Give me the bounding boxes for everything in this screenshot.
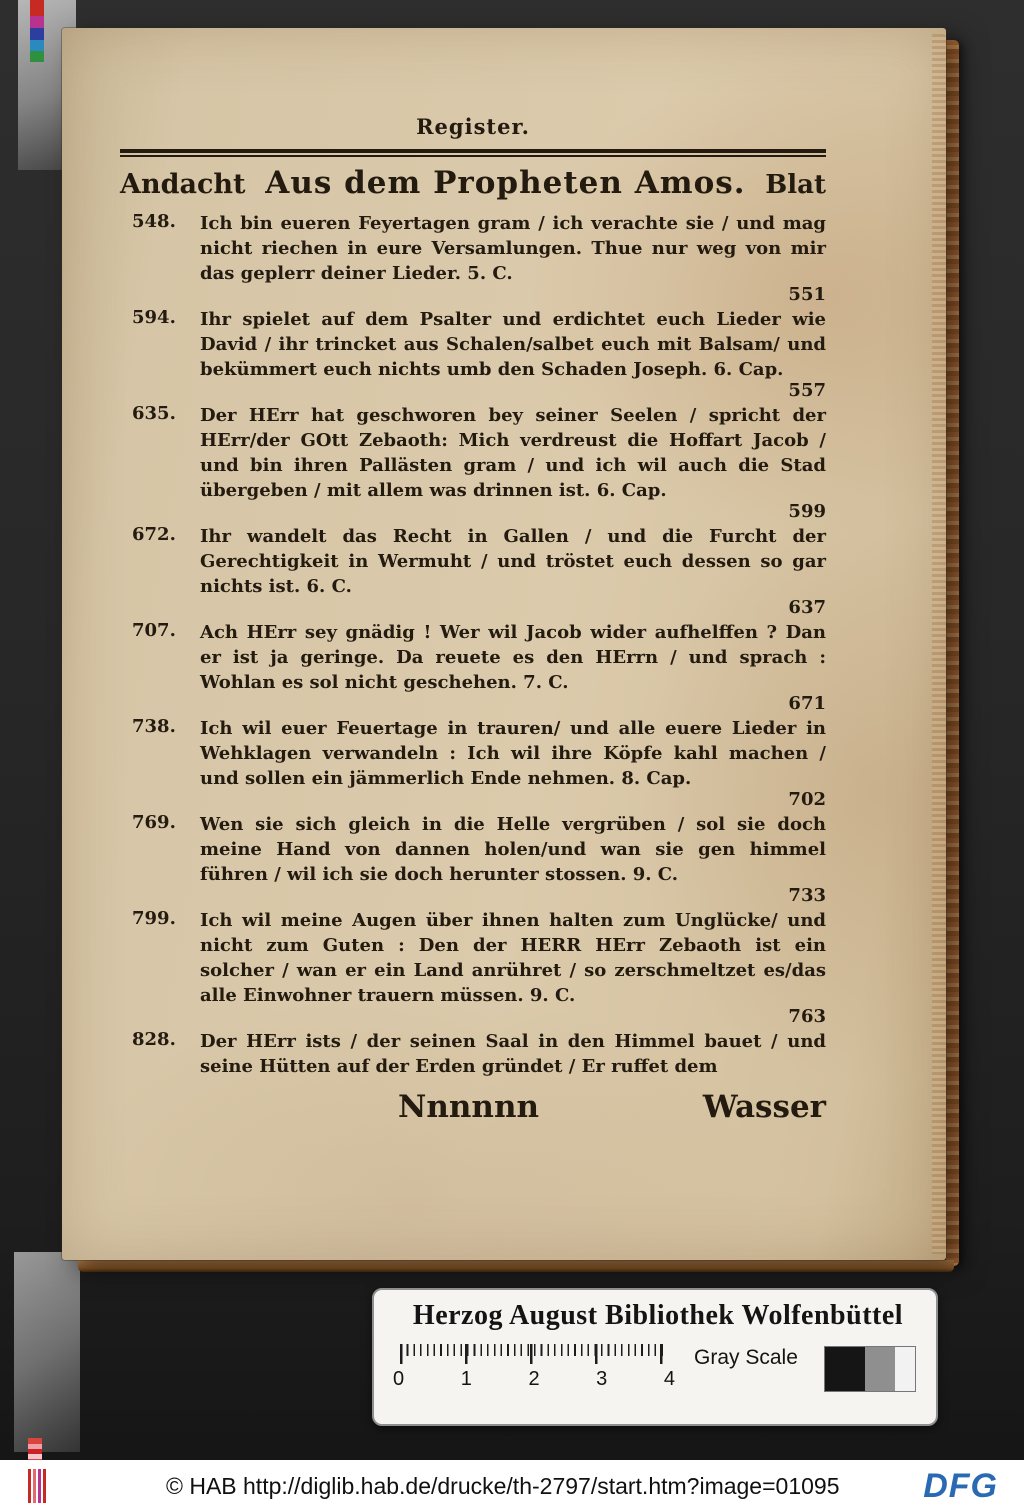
entry-page-number: 599: [788, 501, 826, 522]
dfg-logo: DFG: [923, 1466, 998, 1505]
entry-body: [184, 403, 826, 521]
entry-ref-number: 707.: [132, 620, 176, 641]
book-bottom-edge: [78, 1260, 954, 1272]
entry-ref-number: 799.: [132, 908, 176, 929]
entry-ref-number: 769.: [132, 812, 176, 833]
register-entry: [120, 716, 826, 809]
ruler-number: 2: [528, 1368, 540, 1390]
gray-patch-mid: [865, 1347, 895, 1391]
header-andacht: Andacht: [120, 169, 246, 200]
book-board-bottom-left: [14, 1252, 80, 1452]
register-entry: [120, 812, 826, 905]
entry-body: [184, 812, 826, 905]
entry-body: [184, 620, 826, 713]
register-entry: [120, 1029, 826, 1079]
page-content: [120, 114, 826, 1125]
running-head: Register.: [416, 114, 530, 139]
entry-text: Ach HErr sey gnädig ! Wer wil Jacob wider aufhelffen ? Dan er ist ja geringe. Da reuete es den HErrn / und sprach : Wohlan es sol nicht geschehen. 7. C.: [200, 622, 826, 693]
entry-text: Ihr spielet auf dem Psalter und erdichtet euch Lieder wie David / ihr trincket aus Schalen/salbet euch mit Balsam/ und bekümmert euch nichts umb den Schaden Joseph. 6. Cap.: [200, 309, 826, 380]
register-entry: [120, 403, 826, 521]
color-calibration-strip-top: [30, 0, 44, 62]
entry-page-number: 702: [788, 789, 826, 810]
entry-body: [184, 524, 826, 617]
register-entry: [120, 908, 826, 1026]
copyright-url: © HAB http://diglib.hab.de/drucke/th-2797/start.htm?image=01095: [166, 1472, 840, 1499]
entry-text: Ihr wandelt das Recht in Gallen / und die Furcht der Gerechtigkeit in Wermuht / und tröstet euch dessen so gar nichts ist. 6. C.: [200, 526, 826, 597]
entry-ref-number: 738.: [132, 716, 176, 737]
ruler-number: 1: [460, 1368, 472, 1390]
gray-scale-label: Gray Scale: [694, 1346, 798, 1369]
entry-page-number: 763: [788, 1006, 826, 1027]
ruler-number: 3: [596, 1368, 608, 1390]
entry-page-number: 557: [788, 380, 826, 401]
gray-patch-white: [895, 1347, 915, 1391]
ruler-number: 0: [393, 1368, 405, 1390]
register-entry: [120, 307, 826, 400]
library-name: Herzog August Bibliothek Wolfenbüttel: [412, 1300, 904, 1331]
catchword: Wasser: [702, 1089, 826, 1125]
entry-page-number: 733: [788, 885, 826, 906]
signature-row: [120, 1089, 826, 1125]
register-entries: [120, 211, 826, 1079]
entry-ref-number: 828.: [132, 1029, 176, 1050]
ruler: [393, 1344, 675, 1391]
book-page: [62, 28, 946, 1260]
header-title: Aus dem Propheten Amos.: [265, 165, 746, 201]
header-blat: Blat: [765, 170, 826, 200]
footer-color-calibration-strip: [28, 1469, 46, 1503]
gray-scale-patches: [824, 1346, 916, 1392]
entry-body: [184, 211, 826, 304]
entry-text: Der HErr hat geschworen bey seiner Seelen / spricht der HErr/der GOtt Zebaoth: Mich verdreust die Hoffart Jacob / und bin ihren Pallästen gram / und ich wil auch die Stad übergeben / mit allem was drinnen ist. 6. Cap.: [200, 405, 826, 501]
register-entry: [120, 620, 826, 713]
entry-body: [184, 1029, 826, 1079]
signature-mark: Nnnnnn: [398, 1089, 540, 1125]
ruler-ticks: [400, 1344, 668, 1364]
scale-row: [393, 1344, 916, 1392]
entry-ref-number: 594.: [132, 307, 176, 328]
register-entry: [120, 524, 826, 617]
library-label-plate: [372, 1288, 938, 1426]
entry-body: [184, 908, 826, 1026]
register-entry: [120, 211, 826, 304]
footer-bar: [0, 1460, 1024, 1512]
entry-text: Ich wil euer Feuertage in trauren/ und alle euere Lieder in Wehklagen verwandeln : Ich wil ihre Köpfe kahl machen / und sollen ein jämmerlich Ende nehmen. 8. Cap.: [200, 718, 826, 789]
entry-body: [184, 307, 826, 400]
register-header-row: [120, 165, 826, 201]
entry-page-number: 551: [788, 284, 826, 305]
book-fore-edge: [946, 40, 959, 1266]
entry-ref-number: 672.: [132, 524, 176, 545]
entry-ref-number: 635.: [132, 403, 176, 424]
entry-ref-number: 548.: [132, 211, 176, 232]
entry-text: Der HErr ists / der seinen Saal in den Himmel bauet / und seine Hütten auf der Erden gründet / Er ruffet dem: [200, 1031, 826, 1077]
entry-body: [184, 716, 826, 809]
entry-text: Ich wil meine Augen über ihnen halten zum Unglücke/ und nicht zum Guten : Den der HERR HErr Zebaoth ist ein solcher / wan er ein Land anrühret / so zerschmeltzet es/das alle Einwohner trauern müssen. 9. C.: [200, 910, 826, 1006]
entry-text: Ich bin eueren Feyertagen gram / ich verachte sie / und mag nicht riechen in eure Versamlungen. Thue nur weg von mir das geplerr deiner Lieder. 5. C.: [200, 213, 826, 284]
entry-text: Wen sie sich gleich in die Helle vergrüben / sol sie doch meine Hand von dannen holen/und wan sie gen himmel führen / wil ich sie doch herunter stossen. 9. C.: [200, 814, 826, 885]
entry-page-number: 637: [788, 597, 826, 618]
ruler-number: 4: [663, 1368, 675, 1390]
ruler-numbers: [393, 1368, 675, 1391]
entry-page-number: 671: [788, 693, 826, 714]
gray-patch-black: [825, 1347, 865, 1391]
header-rule: [120, 149, 826, 157]
